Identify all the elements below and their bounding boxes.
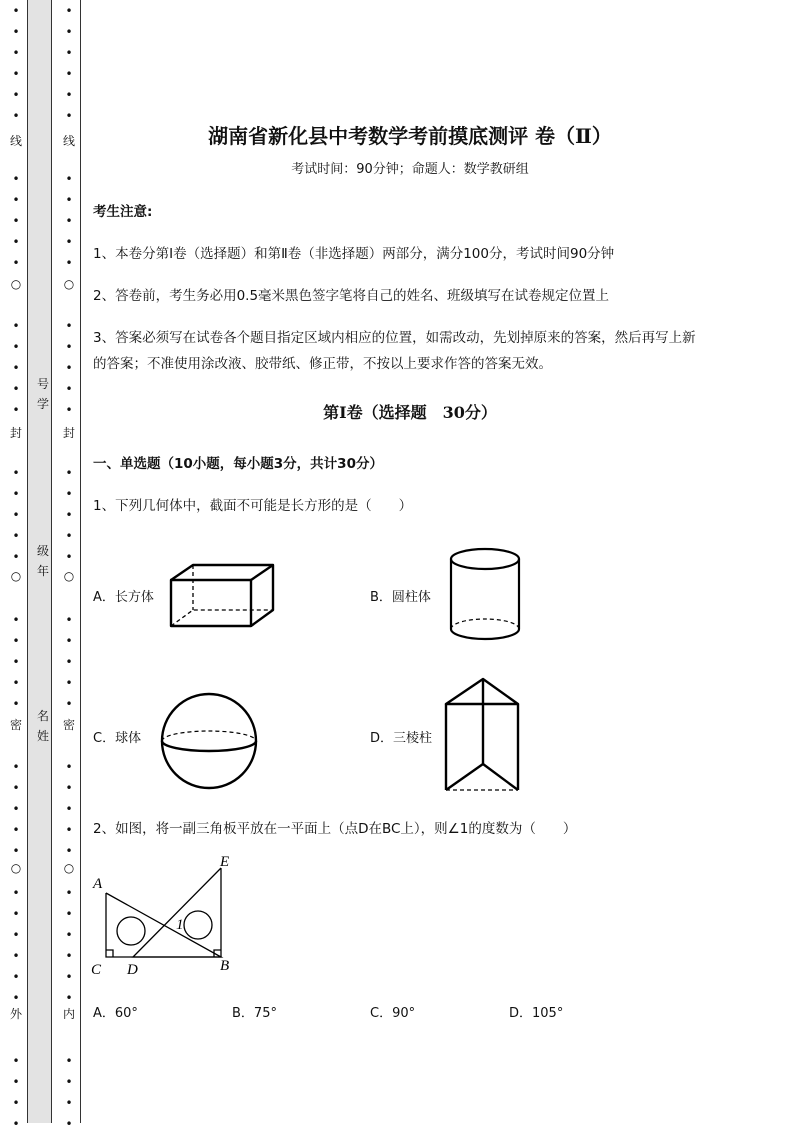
field-label-nian: 年 bbox=[36, 564, 49, 578]
margin-dot: • bbox=[65, 529, 73, 543]
margin-dot: • bbox=[65, 403, 73, 417]
margin-dot: • bbox=[65, 25, 73, 39]
margin-dot: • bbox=[12, 466, 20, 480]
margin-dot: • bbox=[65, 802, 73, 816]
margin-dot: • bbox=[12, 1075, 20, 1089]
field-label-xue: 学 bbox=[36, 397, 49, 411]
label-a: A bbox=[93, 876, 103, 892]
margin-dot: • bbox=[12, 67, 20, 81]
cylinder-figure bbox=[448, 546, 523, 642]
margin-dot: • bbox=[65, 928, 73, 942]
margin-circle: ○ bbox=[63, 569, 75, 583]
margin-dot: • bbox=[65, 88, 73, 102]
margin-dot: • bbox=[65, 991, 73, 1005]
margin-dot: • bbox=[65, 634, 73, 648]
q1-option-c[interactable]: C．球体 bbox=[93, 731, 142, 746]
margin-dot: • bbox=[12, 25, 20, 39]
margin-dot: • bbox=[12, 256, 20, 270]
margin-dot: • bbox=[12, 613, 20, 627]
margin-dot: • bbox=[65, 949, 73, 963]
margin-dot: • bbox=[12, 1054, 20, 1068]
margin-label-xian-inner: 线 bbox=[62, 134, 75, 148]
margin-dot: • bbox=[65, 340, 73, 354]
q2-option-a[interactable]: A．60° bbox=[93, 1006, 138, 1021]
margin-dot: • bbox=[12, 4, 20, 18]
label-b: B bbox=[220, 958, 230, 974]
margin-circle: ○ bbox=[63, 277, 75, 291]
margin-dot: • bbox=[65, 823, 73, 837]
notes-heading: 考生注意: bbox=[93, 204, 153, 220]
margin-dot: • bbox=[65, 487, 73, 501]
margin-dot: • bbox=[12, 970, 20, 984]
margin-dot: • bbox=[65, 655, 73, 669]
margin-dot: • bbox=[12, 508, 20, 522]
label-c: C bbox=[91, 962, 102, 978]
page-subtitle: 考试时间：90分钟；命题人：数学教研组 bbox=[291, 162, 529, 177]
margin-dot: • bbox=[65, 1096, 73, 1110]
binding-line bbox=[80, 0, 81, 1123]
q1-option-a[interactable]: A．长方体 bbox=[93, 590, 154, 605]
margin-dot: • bbox=[65, 550, 73, 564]
margin-dot: • bbox=[65, 46, 73, 60]
margin-dot: • bbox=[12, 214, 20, 228]
margin-dot: • bbox=[12, 907, 20, 921]
margin-dot: • bbox=[12, 340, 20, 354]
margin-dot: • bbox=[65, 1054, 73, 1068]
margin-dot: • bbox=[65, 67, 73, 81]
margin-circle: ○ bbox=[63, 861, 75, 875]
margin-dot: • bbox=[65, 970, 73, 984]
q2-option-b[interactable]: B．75° bbox=[232, 1006, 277, 1021]
q1-stem: 1、下列几何体中，截面不可能是长方形的是（ ） bbox=[93, 498, 413, 514]
margin-dot: • bbox=[12, 697, 20, 711]
margin-label-feng-outer: 封 bbox=[9, 426, 22, 440]
page-title: 湖南省新化县中考数学考前摸底测评 卷（Ⅱ） bbox=[208, 124, 612, 148]
margin-dot: • bbox=[12, 949, 20, 963]
margin-dot: • bbox=[65, 886, 73, 900]
q1-option-b[interactable]: B．圆柱体 bbox=[370, 590, 431, 605]
margin-dot: • bbox=[65, 361, 73, 375]
margin-dot: • bbox=[12, 319, 20, 333]
margin-label-mi-outer: 密 bbox=[9, 718, 22, 732]
margin-dot: • bbox=[12, 634, 20, 648]
field-label-hao: 号 bbox=[36, 377, 49, 391]
margin-dot: • bbox=[12, 109, 20, 123]
margin-label-nei: 内 bbox=[62, 1007, 75, 1021]
margin-dot: • bbox=[12, 1096, 20, 1110]
margin-dot: • bbox=[65, 781, 73, 795]
margin-dot: • bbox=[65, 676, 73, 690]
margin-dot: • bbox=[65, 319, 73, 333]
note-item-3-line-2: 的答案；不准使用涂改液、胶带纸、修正带，不按以上要求作答的答案无效。 bbox=[93, 356, 552, 372]
margin-dot: • bbox=[12, 487, 20, 501]
triangular-prism-figure bbox=[440, 676, 525, 796]
sphere-figure bbox=[158, 690, 260, 792]
margin-dot: • bbox=[65, 382, 73, 396]
q1-option-d[interactable]: D．三棱柱 bbox=[370, 731, 433, 746]
margin-dot: • bbox=[12, 361, 20, 375]
margin-dot: • bbox=[12, 529, 20, 543]
q2-option-c[interactable]: C．90° bbox=[370, 1006, 416, 1021]
margin-dot: • bbox=[12, 823, 20, 837]
margin-dot: • bbox=[65, 697, 73, 711]
margin-dot: • bbox=[12, 844, 20, 858]
margin-dot: • bbox=[65, 256, 73, 270]
margin-dot: • bbox=[12, 991, 20, 1005]
margin-label-mi-inner: 密 bbox=[62, 718, 75, 732]
margin-dot: • bbox=[12, 403, 20, 417]
margin-dot: • bbox=[65, 907, 73, 921]
margin-dot: • bbox=[65, 235, 73, 249]
margin-dot: • bbox=[12, 655, 20, 669]
field-label-xing: 姓 bbox=[36, 729, 49, 743]
label-e: E bbox=[220, 854, 230, 870]
margin-label-wai: 外 bbox=[9, 1007, 22, 1021]
margin-circle: ○ bbox=[10, 569, 22, 583]
margin-dot: • bbox=[65, 844, 73, 858]
margin-dot: • bbox=[65, 214, 73, 228]
margin-dot: • bbox=[12, 172, 20, 186]
margin-dot: • bbox=[12, 550, 20, 564]
margin-dot: • bbox=[12, 760, 20, 774]
label-angle-1: 1 bbox=[176, 917, 184, 933]
margin-dot: • bbox=[12, 235, 20, 249]
margin-dot: • bbox=[12, 781, 20, 795]
margin-label-feng-inner: 封 bbox=[62, 426, 75, 440]
margin-dot: • bbox=[65, 193, 73, 207]
margin-dot: • bbox=[12, 676, 20, 690]
margin-dot: • bbox=[12, 46, 20, 60]
cuboid-figure bbox=[165, 560, 280, 630]
margin-dot: • bbox=[65, 613, 73, 627]
margin-dot: • bbox=[65, 1117, 73, 1131]
note-item-2: 2、答卷前，考生务必用0.5毫米黑色签字笔将自己的姓名、班级填写在试卷规定位置上 bbox=[93, 288, 610, 304]
q2-stem: 2、如图，将一副三角板平放在一平面上（点D在BC上），则∠1的度数为（ ） bbox=[93, 821, 577, 837]
field-label-ming: 名 bbox=[36, 709, 49, 723]
margin-dot: • bbox=[12, 928, 20, 942]
label-d: D bbox=[127, 962, 138, 978]
margin-dot: • bbox=[12, 802, 20, 816]
margin-dot: • bbox=[65, 508, 73, 522]
inner-dot-column bbox=[62, 0, 76, 1131]
margin-dot: • bbox=[12, 1117, 20, 1131]
note-item-3-line-1: 3、答案必须写在试卷各个题目指定区域内相应的位置，如需改动，先划掉原来的答案，然后再写上新 bbox=[93, 330, 696, 346]
margin-dot: • bbox=[65, 466, 73, 480]
margin-dot: • bbox=[65, 172, 73, 186]
set-squares-figure bbox=[88, 850, 248, 980]
note-item-1: 1、本卷分第Ⅰ卷（选择题）和第Ⅱ卷（非选择题）两部分，满分100分，考试时间90分钟 bbox=[93, 246, 615, 262]
q2-option-d[interactable]: D．105° bbox=[509, 1006, 564, 1021]
margin-circle: ○ bbox=[10, 277, 22, 291]
margin-dot: • bbox=[65, 760, 73, 774]
margin-dot: • bbox=[12, 886, 20, 900]
margin-dot: • bbox=[12, 382, 20, 396]
margin-dot: • bbox=[12, 88, 20, 102]
part1-heading: 一、单选题（10小题，每小题3分，共计30分） bbox=[93, 456, 383, 472]
margin-circle: ○ bbox=[10, 861, 22, 875]
section-title: 第Ⅰ卷（选择题 30分） bbox=[323, 403, 497, 422]
margin-dot: • bbox=[65, 109, 73, 123]
margin-label-xian-outer: 线 bbox=[9, 134, 22, 148]
margin-dot: • bbox=[65, 1075, 73, 1089]
margin-dot: • bbox=[12, 193, 20, 207]
outer-dot-column bbox=[9, 0, 23, 1131]
margin-dot: • bbox=[65, 4, 73, 18]
field-label-ji: 级 bbox=[36, 544, 49, 558]
